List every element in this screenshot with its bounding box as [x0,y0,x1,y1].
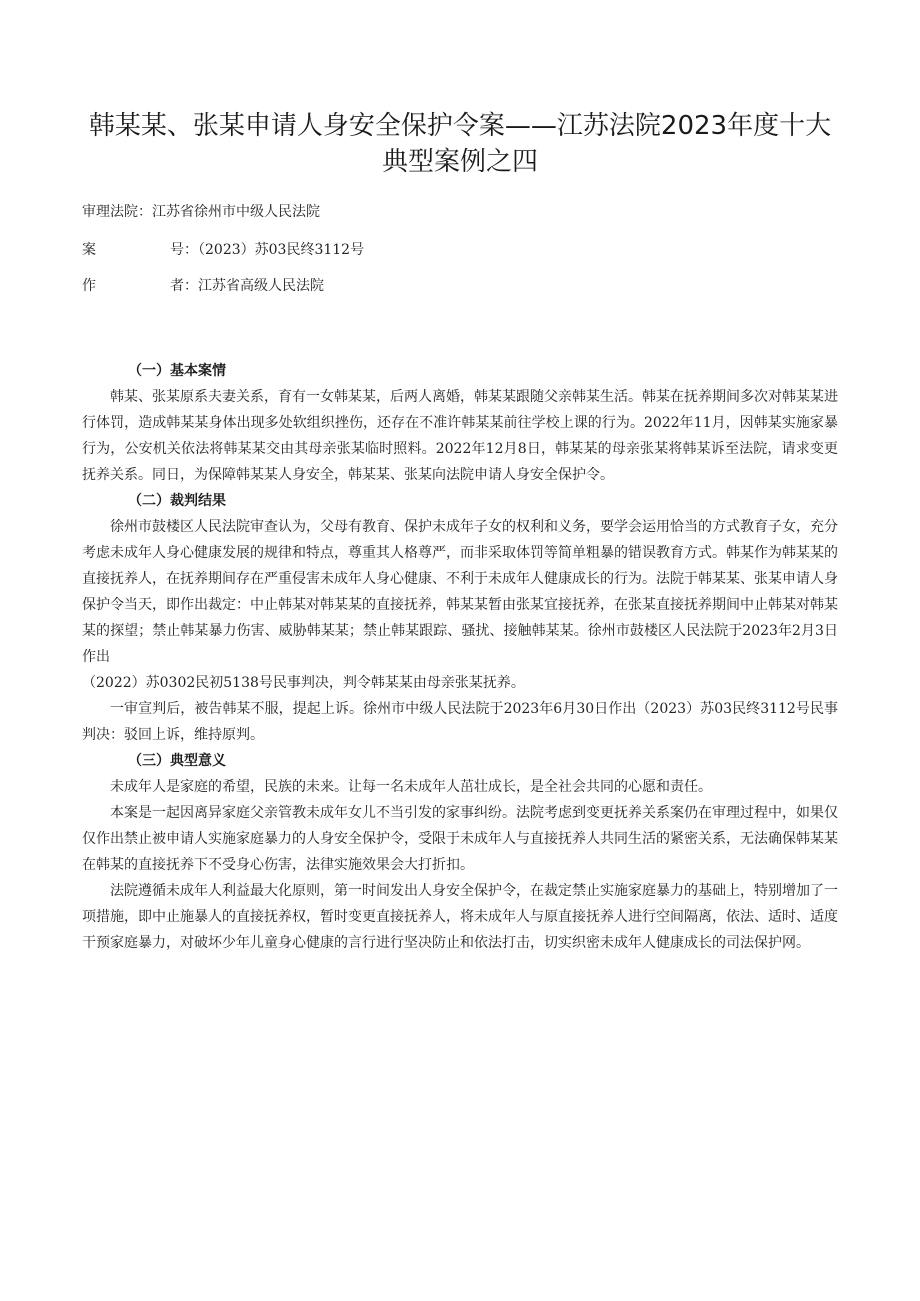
basic-facts-paragraph: 韩某、张某原系夫妻关系，育有一女韩某某，后两人离婚，韩某某跟随父亲韩某生活。韩某在抚养期间多次对韩某某进行体罚，造成韩某某身体出现多处软组织挫伤，还存在不准许韩某某前往学校上课的行为。2022年11月，因韩某实施家暴行为，公安机关依法将韩某某交由其母亲张某临时照料。2022年12月8日，韩某某的母亲张某将韩某诉至法院，请求变更抚养关系。同日，为保障韩某某人身安全，韩某某、张某向法院申请人身安全保护令。 [82,389,838,483]
judgment-paragraph-1: 徐州市鼓楼区人民法院审查认为，父母有教育、保护未成年子女的权利和义务，要学会运用恰当的方式教育子女，充分考虑未成年人身心健康发展的规律和特点，尊重其人格尊严，而非采取体罚等简单粗暴的错误教育方式。韩某作为韩某某的直接抚养人，在抚养期间存在严重侵害未成年人身心健康、不利于未成年人健康成长的行为。法院于韩某某、张某申请人身保护令当天，即作出裁定：中止韩某对韩某某的直接抚养，韩某某暂由张某宜接抚养，在张某直接抚养期间中止韩某对韩某某的探望；禁止韩某暴力伤害、威胁韩某某；禁止韩某跟踪、骚扰、接触韩某某。徐州市鼓楼区人民法院于2023年2月3日作出 [82,519,838,665]
judgment-paragraph-3: 一审宣判后，被告韩某不服，提起上诉。徐州市中级人民法院于2023年6月30日作出（2023）苏03民终3112号民事判决：驳回上诉，维持原判。 [82,701,838,743]
case-number-line [82,240,364,260]
significance-paragraph-2: 本案是一起因离异家庭父亲管教未成年女儿不当引发的家事纠纷。法院考虑到变更抚养关系案仍在审理过程中，如果仅仅作出禁止被申请人实施家庭暴力的人身安全保护令，受限于未成年人与直接抚养人共同生活的紧密关系，无法确保韩某某在韩某的直接抚养下不受身心伤害，法律实施效果会大打折扣。 [82,805,838,873]
section-heading-significance: （三）典型意义 [128,753,226,769]
document-title: 韩某某、张某申请人身安全保护令案——江苏法院2023年度十大典型案例之四 [88,111,832,177]
author-value: 江苏省高级人民法院 [198,278,324,294]
author-label-suffix: 者： [170,278,198,294]
judgment-paragraph-2: （2022）苏0302民初5138号民事判决，判令韩某某由母亲张某抚养。 [82,675,525,691]
author-label: 作 [82,278,96,294]
court-label: 审理法院： [82,204,152,220]
significance-paragraph-3: 法院遵循未成年人利益最大化原则，第一时间发出人身安全保护令，在裁定禁止实施家庭暴力的基础上，特别增加了一项措施，即中止施暴人的直接抚养权，暂时变更直接抚养人，将未成年人与原直接抚养人进行空间隔离，依法、适时、适度干预家庭暴力，对破坏少年儿童身心健康的言行进行坚决防止和依法打击，切实织密未成年人健康成长的司法保护网。 [82,883,838,951]
document-body [82,358,838,956]
case-number-label-suffix: 号： [170,242,198,258]
significance-paragraph-1: 未成年人是家庭的希望，民族的未来。让每一名未成年人茁壮成长，是全社会共同的心愿和责任。 [110,779,712,795]
case-number-label: 案 [82,242,96,258]
court-value: 江苏省徐州市中级人民法院 [152,204,320,220]
section-heading-basic-facts: （一）基本案情 [128,363,226,379]
author-line [82,276,324,296]
court-line [82,202,320,222]
section-heading-judgment: （二）裁判结果 [128,493,226,509]
case-number-value: （2023）苏03民终3112号 [198,242,365,258]
